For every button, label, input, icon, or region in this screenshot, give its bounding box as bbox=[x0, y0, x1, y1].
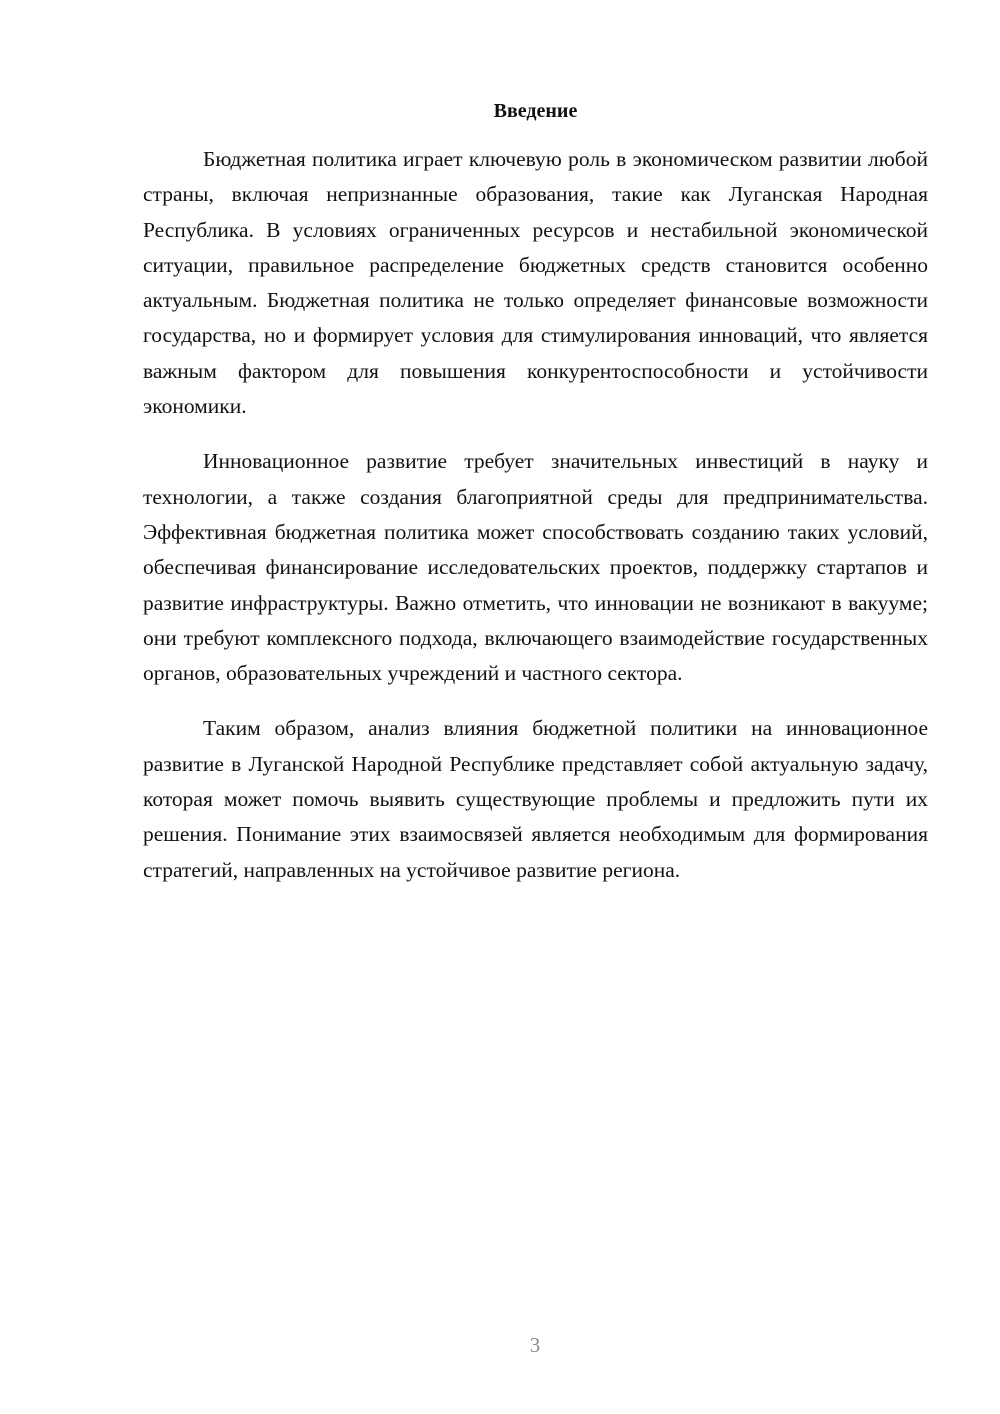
paragraph-3: Таким образом, анализ влияния бюджетной политики на инновационное развитие в Луганской Народной Республике представляет собой актуальную задачу, которая может помочь выявить существующие проблемы и предложить пути их решения. Понимание этих взаимосвязей является необходимым для формирования стратегий, направленных на устойчивое развитие региона. bbox=[143, 716, 928, 882]
page-number: 3 bbox=[529, 1333, 541, 1357]
paragraph-1: Бюджетная политика играет ключевую роль в экономическом развитии любой страны, включая непризнанные образования, такие как Луганская Народная Республика. В условиях ограниченных ресурсов и нестабильной экономической ситуации, правильное распределение бюджетных средств становится особенно актуальным. Бюджетная политика не только определяет финансовые возможности государства, но и формирует условия для стимулирования инноваций, что является важным фактором для повышения конкурентоспособности и устойчивости экономики. bbox=[143, 147, 928, 419]
page-content bbox=[143, 96, 928, 888]
paragraph-2: Инновационное развитие требует значительных инвестиций в науку и технологии, а также создания благоприятной среды для предпринимательства. Эффективная бюджетная политика может способствовать созданию таких условий, обеспечивая финансирование исследовательских проектов, поддержку стартапов и развитие инфраструктуры. Важно отметить, что инновации не возникают в вакууме; они требуют комплексного подхода, включающего взаимодействие государственных органов, образовательных учреждений и частного сектора. bbox=[143, 449, 928, 686]
section-title: Введение bbox=[493, 100, 578, 122]
